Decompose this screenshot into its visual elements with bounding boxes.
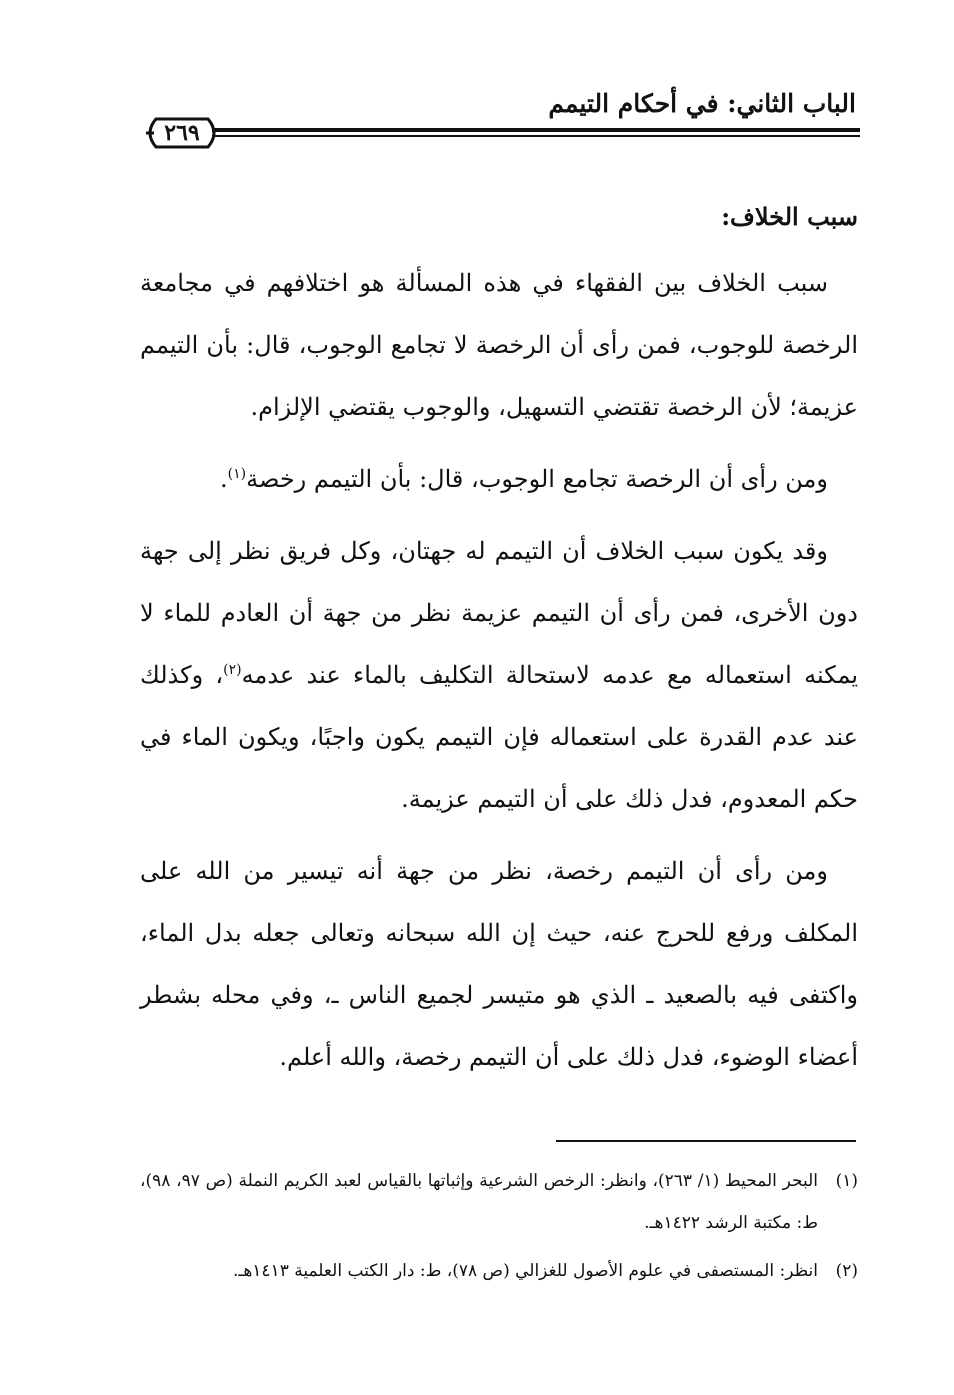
paragraph-1: [140, 252, 858, 438]
footnote-2: [140, 1250, 858, 1292]
paragraph-1-text: سبب الخلاف بين الفقهاء في هذه المسألة هو اختلافهم في مجامعة الرخصة للوجوب، فمن رأى أن الرخصة لا تجامع الوجوب، قال: بأن التيمم عزيمة؛ لأن الرخصة تقتضي التسهيل، والوجوب يقتضي الإلزام.: [140, 269, 858, 421]
footnote-2-text: انظر: المستصفى في علوم الأصول للغزالي (ص ٧٨)، ط: دار الكتب العلمية ١٤١٣هـ.: [232, 1261, 818, 1281]
main-text: [140, 186, 858, 1098]
footnote-separator: [556, 1140, 856, 1142]
paragraph-2: [140, 448, 858, 510]
footnote-1: [140, 1160, 858, 1244]
paragraph-2-text: ومن رأى أن الرخصة تجامع الوجوب، قال: بأن التيمم رخصة: [246, 465, 828, 493]
paragraph-3-text: وقد يكون سبب الخلاف أن التيمم له جهتان، وكل فريق نظر إلى جهة دون الأخرى، فمن رأى أن التيمم عزيمة نظر من جهة أن العادم للماء لا يمكنه استعماله مع عدمه لاستحالة التكليف بالماء عند عدمه: [140, 537, 859, 689]
paragraph-3: [140, 520, 858, 830]
header-rule-thin: [212, 135, 860, 137]
section-heading: سبب الخلاف:: [721, 202, 858, 231]
footnote-2-number: (٢): [835, 1261, 858, 1281]
running-head: الباب الثاني: في أحكام التيمم: [548, 89, 856, 118]
page-number-frame: [142, 116, 222, 150]
footnote-ref-1[interactable]: (١): [227, 466, 247, 482]
header-rule-thick: [212, 128, 860, 132]
header-rule: [212, 128, 860, 138]
paragraph-4: [140, 840, 858, 1088]
footnotes: [140, 1160, 858, 1298]
paragraph-3-tail: ، وكذلك عند عدم القدرة على استعماله فإن التيمم يكون واجبًا، ويكون الماء في حكم المعدوم، فدل ذلك على أن التيمم عزيمة.: [140, 661, 858, 813]
paragraph-4-text: ومن رأى أن التيمم رخصة، نظر من جهة أنه تيسير من الله على المكلف ورفع للحرج عنه، حيث إن الله سبحانه وتعالى جعله بدل الماء، واكتفى فيه بالصعيد ـ الذي هو متيسر لجميع الناس ـ، وفي محله بشطر أعضاء الوضوء، فدل ذلك على أن التيمم رخصة، والله أعلم.: [140, 857, 858, 1071]
footnote-1-text: البحر المحيط (١/ ٢٦٣)، وانظر: الرخص الشرعية وإثباتها بالقياس لعبد الكريم النملة (ص ٩٧، ٩٨)، ط: مكتبة الرشد ١٤٢٢هـ.: [140, 1171, 818, 1233]
paragraph-2-tail: .: [220, 465, 228, 493]
footnote-1-number: (١): [835, 1171, 858, 1191]
page-number: ٢٦٩: [164, 120, 200, 146]
footnote-ref-2[interactable]: (٢): [223, 662, 242, 678]
